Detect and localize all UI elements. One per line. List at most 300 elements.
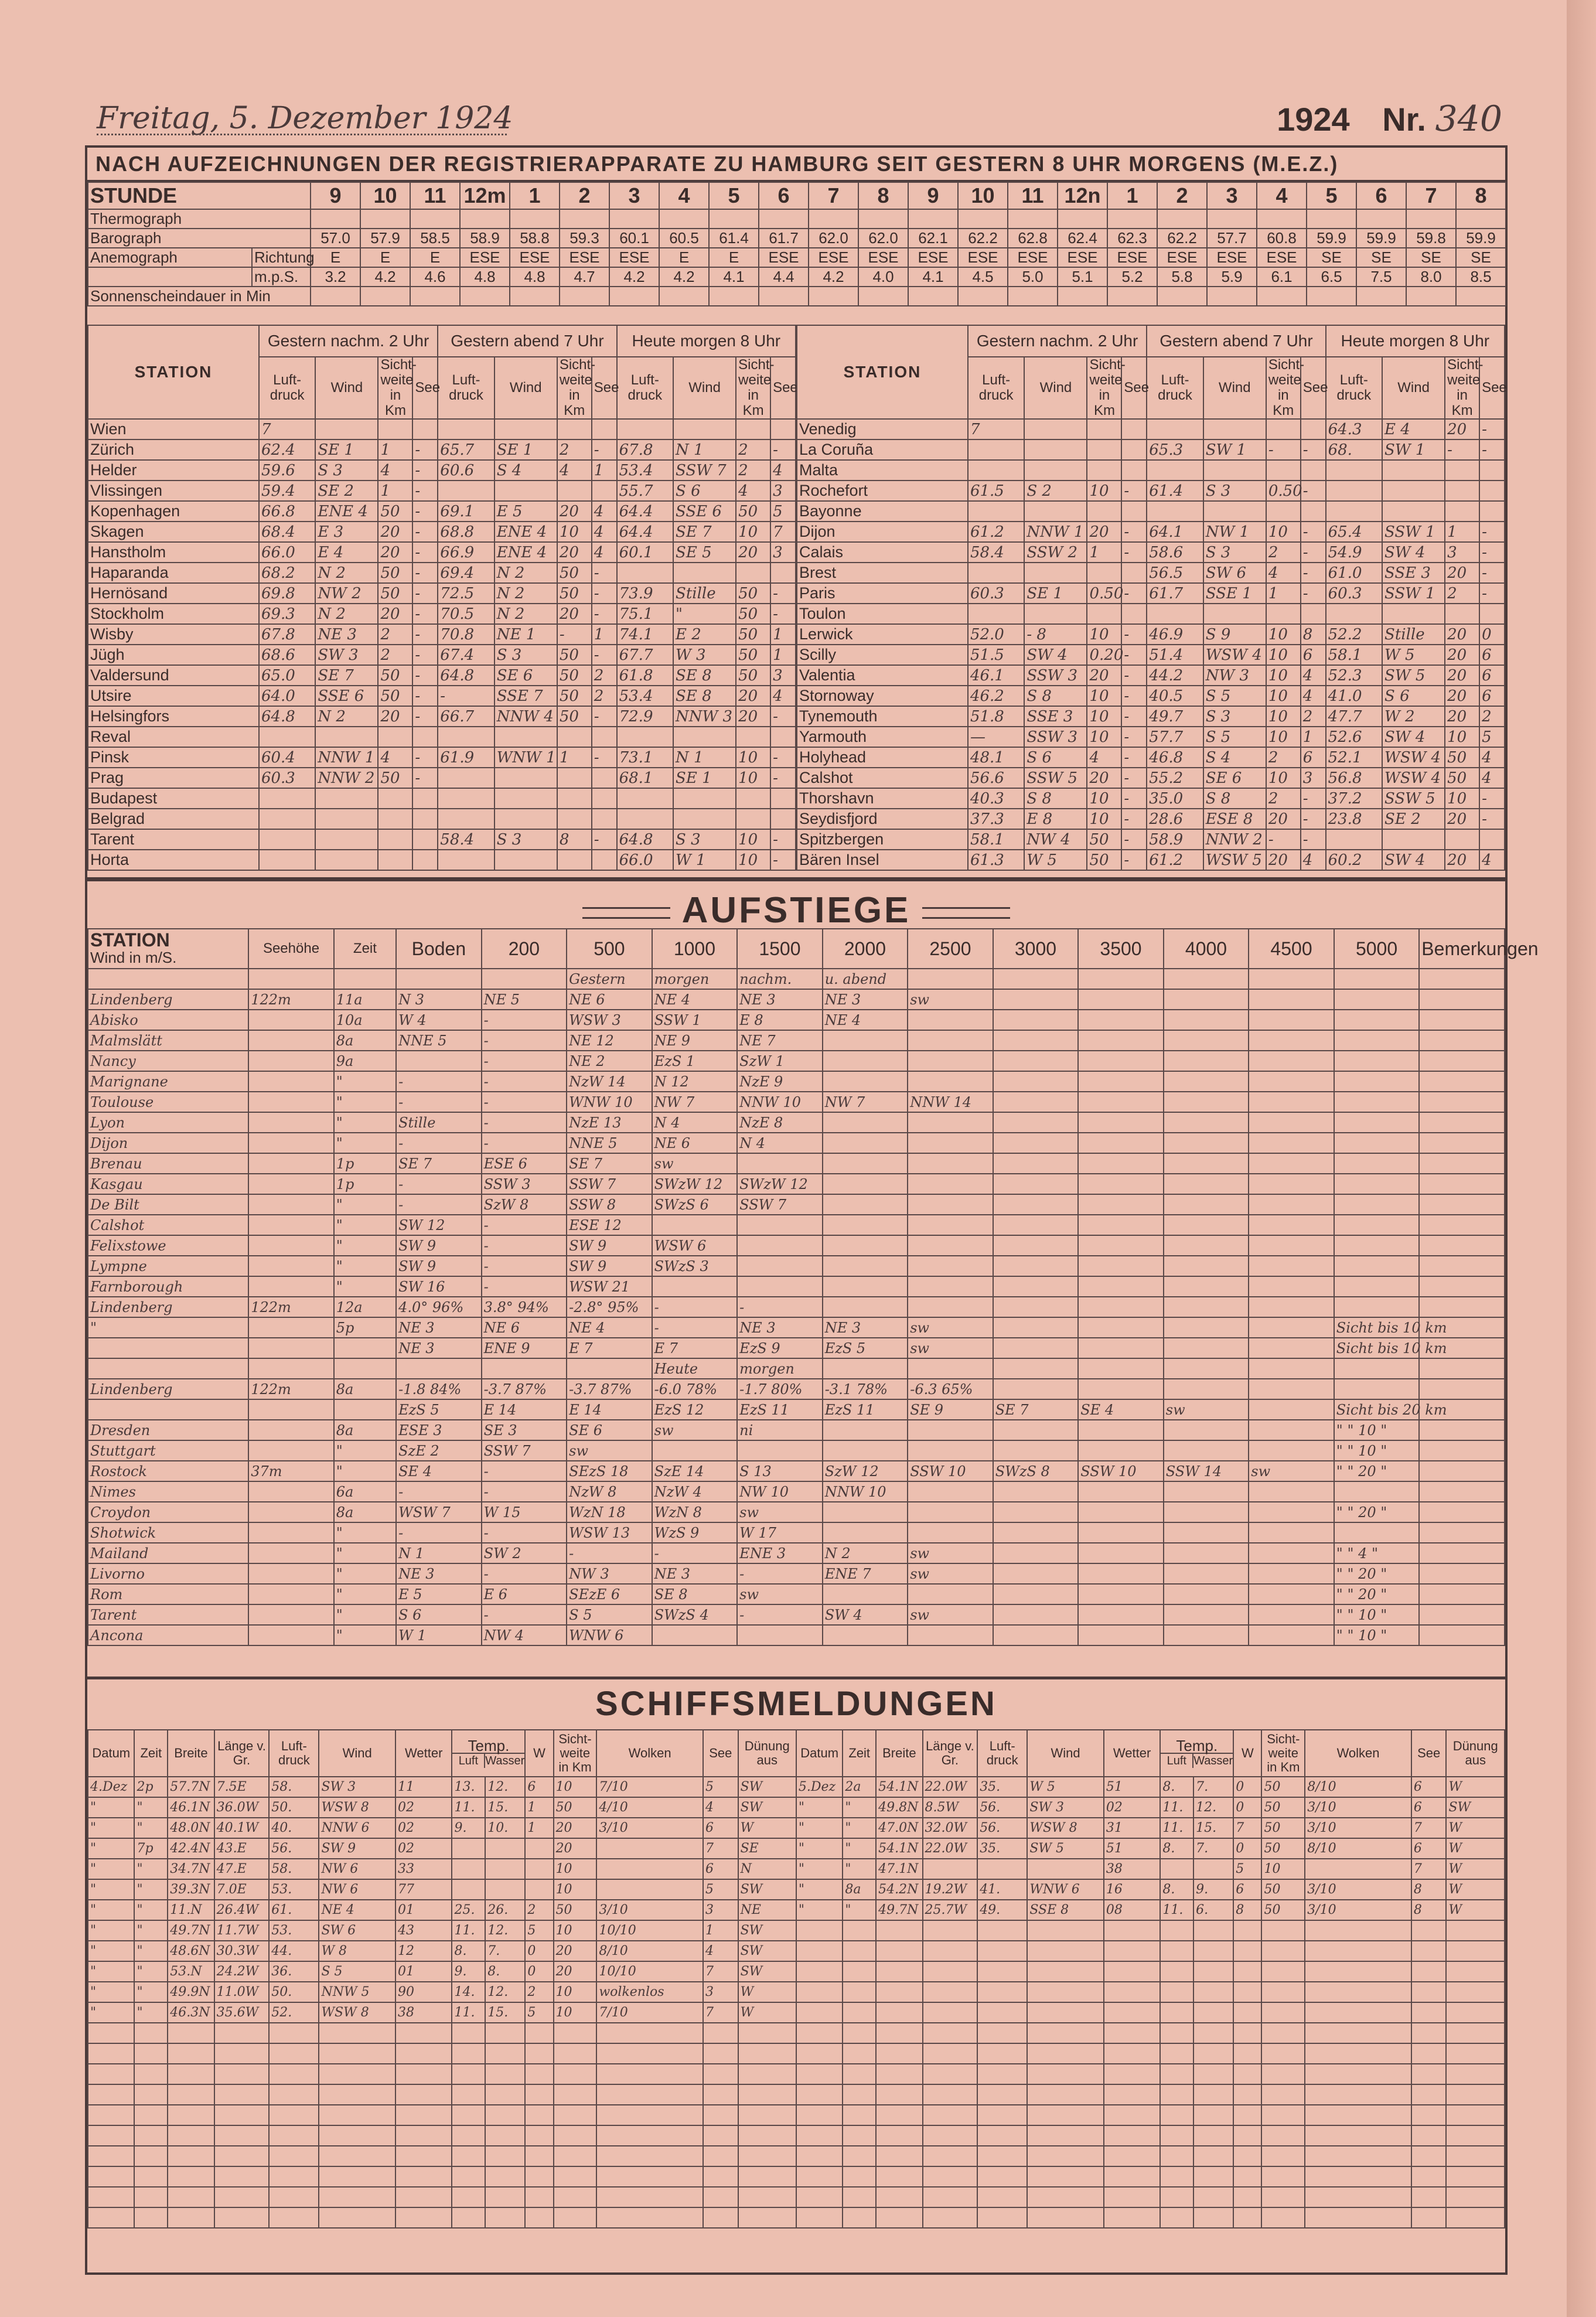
temp-luft-label: Luft (1161, 1754, 1193, 1768)
barograph-row-cell: 62.2 (958, 229, 1008, 248)
schiff-value: 25.7W (923, 1900, 978, 1920)
schiff-value (1261, 2146, 1305, 2166)
aufstiege-value (1078, 1133, 1164, 1153)
schiff-value (485, 1838, 525, 1859)
schiff-value (738, 2207, 796, 2228)
station-value: 61.3 (968, 850, 1024, 870)
schiff-value: 50. (269, 1797, 319, 1818)
aufstiege-value (1164, 1133, 1249, 1153)
schiff-value (923, 1961, 978, 1982)
barograph-row-cell: 62.2 (1157, 229, 1207, 248)
station-value: SE 8 (673, 686, 736, 706)
schiff-value (923, 2146, 978, 2166)
station-value: - (1479, 563, 1505, 583)
station-value: SSW 5 (1024, 768, 1087, 788)
station-row (88, 706, 796, 727)
schiff-row (88, 2187, 1505, 2207)
station-value (770, 563, 796, 583)
schiff-value: " (134, 1818, 168, 1838)
schiff-value (1193, 2064, 1233, 2084)
mps-row-cell: 6.5 (1307, 267, 1356, 287)
station-value (259, 850, 315, 870)
station-value: NNW 3 (673, 706, 736, 727)
aufstiege-value (1078, 1071, 1164, 1092)
schiff-value (1233, 2207, 1261, 2228)
schiff-value (1104, 1982, 1160, 2002)
station-value (259, 809, 315, 829)
schiff-value (1446, 1941, 1505, 1961)
station-row (797, 460, 1505, 481)
station-row (88, 829, 796, 850)
schiff-value: 08 (1104, 1900, 1160, 1920)
aufstiege-value (1419, 1420, 1505, 1440)
aufstiege-value (1249, 1297, 1334, 1317)
station-value: 4 (736, 481, 770, 501)
aufstiege-value (1419, 1461, 1505, 1481)
schiff-value: 8/10 (596, 1941, 703, 1961)
schiff-value (876, 1920, 922, 1941)
aufstiege-value: sw (908, 1604, 993, 1625)
station-value: SW 4 (1024, 645, 1087, 665)
schiff-value (1411, 2207, 1447, 2228)
station-value: 20 (1445, 645, 1479, 665)
schiff-value: 77 (395, 1879, 452, 1900)
schiff-value (843, 2084, 876, 2105)
station-value: 59.6 (259, 460, 315, 481)
station-value: 1 (378, 481, 412, 501)
schiff-row (88, 1982, 1505, 2002)
station-value: SE 2 (315, 481, 378, 501)
thermograph-row-cell (1157, 209, 1207, 229)
station-value: 66.9 (438, 542, 494, 563)
aufstiege-value (993, 1092, 1079, 1112)
aufstiege-value: WSW 13 (567, 1522, 652, 1543)
aufstiege-station: Croydon (88, 1502, 248, 1522)
aufstiege-value (248, 1010, 334, 1030)
schiff-value (1305, 2187, 1411, 2207)
station-row (88, 665, 796, 686)
aufstiege-value: - (482, 1235, 567, 1256)
station-value: 58.4 (438, 829, 494, 850)
aufstiege-value: - (396, 1174, 482, 1194)
schiff-value (134, 2023, 168, 2043)
schiff-value (1160, 2105, 1193, 2125)
schiff-header-wolken: Wolken (596, 1730, 703, 1777)
aufstiege-value (908, 1358, 993, 1379)
schiff-value: 47.0N (876, 1818, 922, 1838)
station-value: 53.4 (617, 686, 673, 706)
aufstiege-value: - (482, 1461, 567, 1481)
schiff-value: 49.9N (168, 1982, 214, 2002)
station-value: 3 (770, 542, 796, 563)
station-value: 2 (1266, 542, 1301, 563)
schiff-value: 90 (395, 1982, 452, 2002)
schiff-value (525, 2064, 553, 2084)
schiff-header-datum: Datum (796, 1730, 843, 1777)
barograph-row-cell: 62.3 (1107, 229, 1157, 248)
aufstiege-value (1334, 1358, 1420, 1379)
schiff-value (554, 2187, 597, 2207)
station-row (797, 604, 1505, 624)
aufstiege-row (88, 1174, 1505, 1194)
aufstiege-value (823, 1194, 908, 1215)
header-luftdruck: Luft-druck (968, 357, 1024, 419)
schiff-value: 8. (1160, 1838, 1193, 1859)
station-value (557, 419, 592, 439)
hourly-table (87, 182, 1506, 306)
aufstiege-value: NE 3 (823, 1317, 908, 1338)
aufstiege-value: SE 8 (652, 1584, 738, 1604)
station-value: WNW 1 (495, 747, 557, 768)
station-value: - (557, 624, 592, 645)
aufstiege-value: NzW 4 (652, 1481, 738, 1502)
station-value: 61.9 (438, 747, 494, 768)
station-value: - (770, 747, 796, 768)
sunshine-row-cell (460, 287, 510, 306)
aufstiege-value (823, 1215, 908, 1235)
schiff-value (703, 2084, 738, 2105)
schiff-value: 56. (269, 1838, 319, 1859)
hour-row-label: STUNDE (88, 182, 311, 209)
schiff-value: 19.2W (923, 1879, 978, 1900)
schiff-value (738, 2125, 796, 2146)
aufstiege-value: ESE 6 (482, 1153, 567, 1174)
station-value: - (592, 604, 617, 624)
station-value: - (1121, 788, 1147, 809)
schiff-value (485, 1879, 525, 1900)
aufstiege-value (1334, 1071, 1420, 1092)
barograph-row (88, 229, 1506, 248)
aufstiege-value (908, 1440, 993, 1461)
aufstiege-station-header (88, 929, 248, 969)
station-value: - (412, 542, 438, 563)
aufstiege-value (1164, 1112, 1249, 1133)
schiff-value (485, 2043, 525, 2064)
station-row (797, 439, 1505, 460)
station-value: 10 (736, 747, 770, 768)
thermograph-row-label: Thermograph (88, 209, 311, 229)
station-value (378, 850, 412, 870)
station-value (1266, 460, 1301, 481)
aufstiege-value (652, 1215, 738, 1235)
aufstiege-value (1419, 1256, 1505, 1276)
schiff-value (843, 2125, 876, 2146)
header-wind: Wind (1024, 357, 1087, 419)
aufstiege-value: SW 9 (567, 1256, 652, 1276)
station-value (1266, 501, 1301, 522)
aufstiege-block (85, 879, 1539, 1679)
aufstiege-value: -1.7 80% (737, 1379, 823, 1399)
station-value (1203, 604, 1266, 624)
schiff-value (796, 2207, 843, 2228)
schiff-value: 02 (1104, 1797, 1160, 1818)
aufstiege-row (88, 1379, 1505, 1399)
schiff-value (923, 2166, 978, 2187)
schiff-value: 8 (1411, 1879, 1447, 1900)
aufstiege-value (737, 1276, 823, 1297)
aufstiege-value: sw (908, 1563, 993, 1584)
aufstiege-value: - (482, 1522, 567, 1543)
schiff-value: " (796, 1818, 843, 1838)
schiff-value (1446, 2105, 1505, 2125)
header-wind: Wind (673, 357, 736, 419)
schiff-value: 10 (554, 1859, 597, 1879)
schiff-value (1160, 2002, 1193, 2023)
aufstiege-value (1078, 1112, 1164, 1133)
schiff-value: " (88, 2002, 134, 2023)
station-value (1445, 460, 1479, 481)
station-value: 49.7 (1147, 706, 1203, 727)
schiff-value: " (88, 1920, 134, 1941)
aufstiege-value: " (334, 1276, 396, 1297)
schiff-value (1104, 2146, 1160, 2166)
aufstiege-value: " (334, 1194, 396, 1215)
station-name: Spitzbergen (797, 829, 968, 850)
barograph-row-cell: 58.8 (510, 229, 560, 248)
thermograph-row-cell (360, 209, 410, 229)
aufstiege-value: -3.7 87% (482, 1379, 567, 1399)
schiff-value (738, 2166, 796, 2187)
schiff-value (1104, 2125, 1160, 2146)
schiff-value: 11.0W (214, 1982, 270, 2002)
schiff-value: 42.4N (168, 1838, 214, 1859)
aufstiege-value: - (652, 1317, 738, 1338)
station-value (1382, 829, 1445, 850)
schiff-value (452, 2146, 485, 2166)
aufstiege-value: - (482, 1092, 567, 1112)
schiff-value (1233, 2166, 1261, 2187)
station-value (770, 788, 796, 809)
station-value (1087, 460, 1121, 481)
aufstiege-row (88, 1071, 1505, 1092)
aufstiege-value: EzS 1 (652, 1051, 738, 1071)
schiff-value: 30.3W (214, 1941, 270, 1961)
station-name: Stockholm (88, 604, 259, 624)
station-value: 51.5 (968, 645, 1024, 665)
station-name: Horta (88, 850, 259, 870)
station-row (797, 419, 1505, 439)
schiff-value (1305, 2125, 1411, 2146)
station-value (1382, 501, 1445, 522)
aufstiege-value (1164, 1502, 1249, 1522)
station-value: 44.2 (1147, 665, 1203, 686)
schiff-value: 3 (703, 1982, 738, 2002)
schiff-value: 7. (485, 1941, 525, 1961)
aufstiege-value: ni (737, 1420, 823, 1440)
station-value: 56.6 (968, 768, 1024, 788)
aufstiege-value: SzW 8 (482, 1194, 567, 1215)
aufstiege-value: NzW 8 (567, 1481, 652, 1502)
station-value: 20 (1445, 665, 1479, 686)
schiff-value (214, 2166, 270, 2187)
schiff-value (1233, 2125, 1261, 2146)
schiff-header-wind: Wind (319, 1730, 395, 1777)
station-value: S 5 (1203, 727, 1266, 747)
schiff-value: 15. (485, 1797, 525, 1818)
schiff-value (214, 2187, 270, 2207)
aufstiege-value: 10a (334, 1010, 396, 1030)
station-value: 7 (770, 522, 796, 542)
schiff-value (876, 2207, 922, 2228)
schiff-value: 49.7N (168, 1920, 214, 1941)
schiff-value: 12. (1193, 1797, 1233, 1818)
aufstiege-value (993, 989, 1079, 1010)
station-value: - (412, 439, 438, 460)
aufstiege-value: SE 4 (396, 1461, 482, 1481)
aufstiege-value: - (482, 1215, 567, 1235)
aufstiege-value: -3.7 87% (567, 1379, 652, 1399)
schiff-value (1193, 2043, 1233, 2064)
aufstiege-value: NNW 10 (737, 1092, 823, 1112)
header-gestern-2uhr: Gestern nachm. 2 Uhr (968, 325, 1147, 357)
aufstiege-value (1164, 1338, 1249, 1358)
station-value: S 8 (1024, 788, 1087, 809)
aufstiege-value (993, 1297, 1079, 1317)
barograph-row-cell: 59.8 (1406, 229, 1456, 248)
station-value: 10 (736, 522, 770, 542)
aufstiege-value (1249, 1071, 1334, 1092)
aufstiege-value (1249, 1604, 1334, 1625)
schiff-value: 6 (525, 1777, 553, 1797)
aufstiege-value (1419, 1051, 1505, 1071)
station-value: 50 (1087, 829, 1121, 850)
station-value: 57.7 (1147, 727, 1203, 747)
aufstiege-value (908, 1256, 993, 1276)
aufstiege-value: NE 3 (396, 1338, 482, 1358)
station-name: Kopenhagen (88, 501, 259, 522)
aufstiege-value (1419, 1563, 1505, 1584)
aufstiege-value (1249, 1502, 1334, 1522)
mps-row-cell: 6.1 (1257, 267, 1307, 287)
aufstiege-value (823, 1440, 908, 1461)
aufstiege-value (908, 1153, 993, 1174)
station-value (1479, 604, 1505, 624)
aufstiege-row (88, 1481, 1505, 1502)
aufstiege-value (1078, 989, 1164, 1010)
schiff-value (796, 2105, 843, 2125)
hour-row-cell: 7 (809, 182, 858, 209)
schiff-value (876, 1961, 922, 1982)
aufstiege-value (823, 1071, 908, 1092)
schiff-value (1446, 2207, 1505, 2228)
station-value: WSW 5 (1203, 850, 1266, 870)
station-value (495, 809, 557, 829)
header-see: See (1479, 357, 1505, 419)
aufstiege-value: u. abend (823, 969, 908, 989)
aufstiege-value: " (334, 1522, 396, 1543)
aufstiege-value (248, 1235, 334, 1256)
station-value (968, 460, 1024, 481)
station-value (592, 481, 617, 501)
aufstiege-value (908, 1584, 993, 1604)
schiff-value (1104, 2187, 1160, 2207)
header-sichtweite: Sicht-weite in Km (557, 357, 592, 419)
schiff-value (977, 2023, 1027, 2043)
aufstiege-value: -2.8° 95% (567, 1297, 652, 1317)
schiff-value: 39.3N (168, 1879, 214, 1900)
schiff-value (1160, 2084, 1193, 2105)
station-value: - (412, 583, 438, 604)
schiff-value (269, 2023, 319, 2043)
aufstiege-value (396, 1358, 482, 1379)
station-value (592, 809, 617, 829)
aufstiege-value: NE 6 (567, 989, 652, 1010)
aufstiege-value: NE 3 (396, 1317, 482, 1338)
schiff-value: 02 (395, 1838, 452, 1859)
station-value: WSW 4 (1203, 645, 1266, 665)
schiff-value: 49. (977, 1900, 1027, 1920)
station-value: 52.1 (1326, 747, 1382, 768)
thermograph-row-cell (1307, 209, 1356, 229)
station-value (1121, 419, 1147, 439)
schiff-value (796, 1982, 843, 2002)
station-value: 2 (378, 624, 412, 645)
schiff-value (134, 2043, 168, 2064)
schiff-value: " (88, 1797, 134, 1818)
schiff-value (1446, 1961, 1505, 1982)
schiff-value (977, 2207, 1027, 2228)
station-value (1203, 501, 1266, 522)
sunshine-row-cell (908, 287, 958, 306)
station-value (617, 727, 673, 747)
station-value (1326, 501, 1382, 522)
schiff-value (214, 2125, 270, 2146)
aufstiege-row (88, 1543, 1505, 1563)
schiff-value (1305, 2105, 1411, 2125)
schiff-value: SSE 8 (1027, 1900, 1104, 1920)
station-value: 55.2 (1147, 768, 1203, 788)
schiff-value: 11. (452, 1797, 485, 1818)
schiff-value (876, 1941, 922, 1961)
header-gestern-7uhr: Gestern abend 7 Uhr (1147, 325, 1325, 357)
schiff-value: 22.0W (923, 1777, 978, 1797)
schiff-value (876, 2166, 922, 2187)
station-row (797, 809, 1505, 829)
schiff-value (1104, 2166, 1160, 2187)
schiff-value (214, 2064, 270, 2084)
station-value: 61.2 (1147, 850, 1203, 870)
sunshine-row-cell (410, 287, 460, 306)
schiff-header-datum: Datum (88, 1730, 134, 1777)
station-value: - (412, 460, 438, 481)
aufstiege-value: " " 20 " (1334, 1584, 1420, 1604)
schiff-value (923, 2002, 978, 2023)
station-value: 59.4 (259, 481, 315, 501)
aufstiege-value (334, 1399, 396, 1420)
station-name: Vlissingen (88, 481, 259, 501)
station-value: E 2 (673, 624, 736, 645)
aufstiege-value (482, 969, 567, 989)
station-label: STATION (90, 929, 170, 950)
schiff-value (88, 2105, 134, 2125)
aufstiege-value: EzS 5 (396, 1399, 482, 1420)
station-value (557, 809, 592, 829)
station-value: 4 (1301, 665, 1326, 686)
aufstiege-value: NW 3 (567, 1563, 652, 1584)
aufstiege-value (1164, 1051, 1249, 1071)
schiff-value: 1 (525, 1818, 553, 1838)
station-name: Holyhead (797, 747, 968, 768)
schiff-header-breite: Breite (876, 1730, 922, 1777)
aufstiege-row (88, 1112, 1505, 1133)
aufstiege-value: W 1 (396, 1625, 482, 1645)
station-value: 1 (1301, 727, 1326, 747)
mps-row-cell: 4.6 (410, 267, 460, 287)
station-value: 60.2 (1326, 850, 1382, 870)
schiff-value (1305, 1941, 1411, 1961)
schiff-header-temp (452, 1730, 525, 1777)
station-value: - (1479, 522, 1505, 542)
